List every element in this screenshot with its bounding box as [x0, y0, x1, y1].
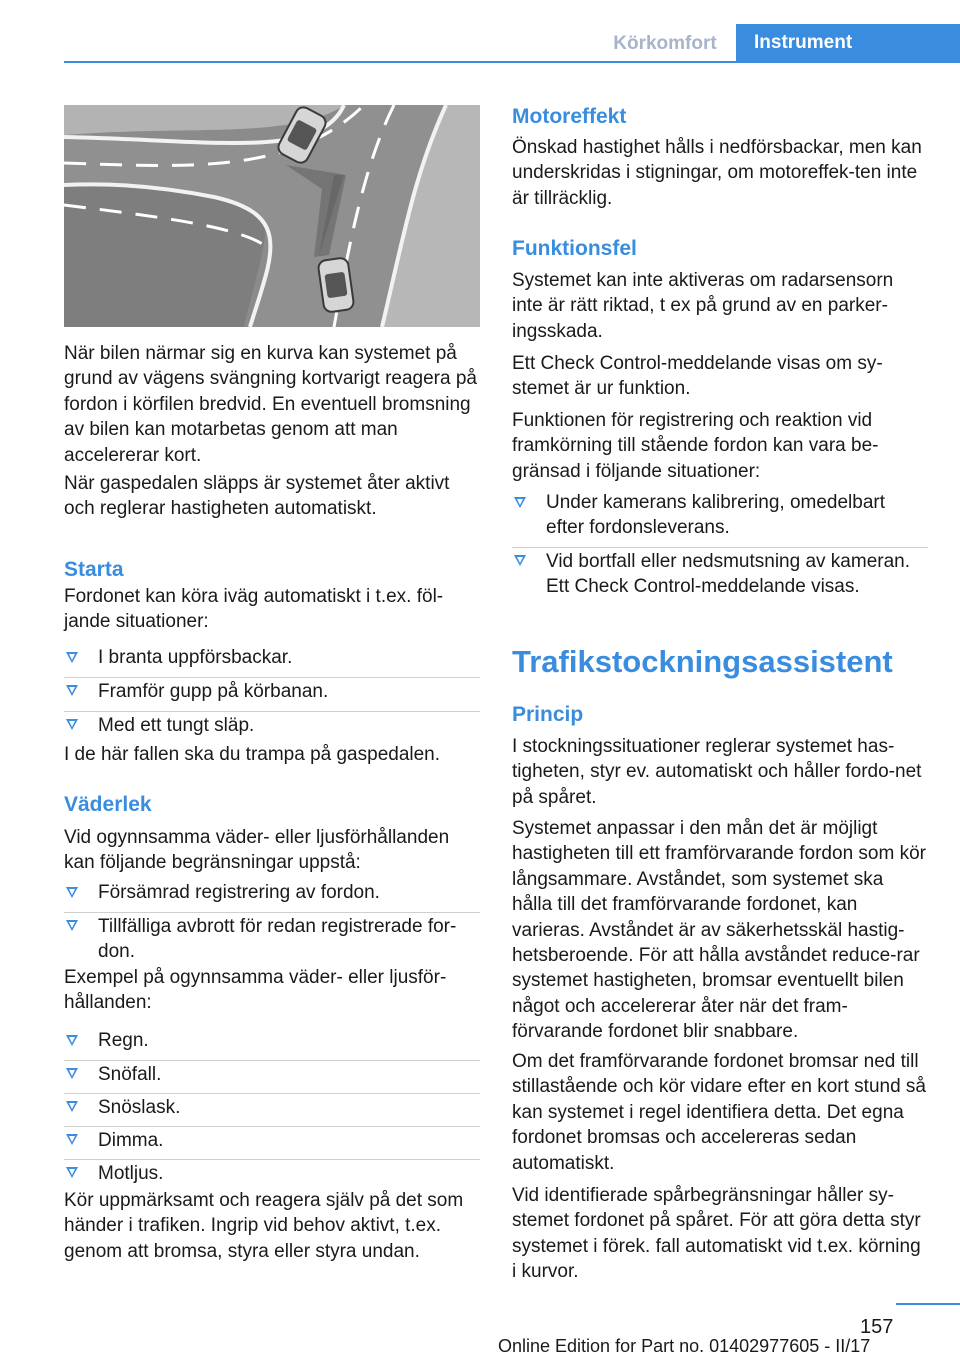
- bullet-triangle-icon: [66, 1134, 78, 1145]
- princip-paragraph-1: I stockningssituationer reglerar systemet has-tigheten, styr ev. automatiskt och håller fordo-net på spåret.: [512, 736, 922, 808]
- bullet-triangle-icon: [66, 719, 78, 730]
- starta-after-paragraph: I de här fallen ska du trampa på gaspedalen.: [64, 744, 441, 765]
- bullet-triangle-icon: [66, 1167, 78, 1178]
- vaderlek-paragraph: Vid ogynnsamma väder- eller ljusförhållanden kan följande begränsningar uppstå:: [64, 827, 450, 874]
- list-item-text: Under kamerans kalibrering, omedelbart efter fordonsleverans.: [546, 492, 885, 539]
- header-tab-korkomfort[interactable]: Körkomfort: [613, 33, 717, 54]
- princip-paragraph-3: Om det framförvarande fordonet bromsar ned till stillastående och kör vidare efter en kort stund så kan systemet i regel identifiera detta. Det egna fordonet bromsas och accelereras sedan automatiskt.: [512, 1051, 927, 1174]
- starta-list: [64, 645, 480, 745]
- list-item-text: Dimma.: [98, 1130, 164, 1151]
- funktionsfel-paragraph-3: Funktionen för registrering och reaktion vid framkörning till stående fordon kan vara be-gränsad i följande situationer:: [512, 410, 879, 482]
- list-item: [512, 548, 928, 600]
- list-item-text: Försämrad registrering av fordon.: [98, 882, 380, 903]
- heading-vaderlek: Väderlek: [64, 793, 152, 816]
- bullet-triangle-icon: [66, 652, 78, 663]
- list-item-text: Regn.: [98, 1030, 149, 1051]
- list-item-text: Framför gupp på körbanan.: [98, 681, 329, 702]
- motoreffekt-paragraph: Önskad hastighet hålls i nedförsbackar, men kan underskridas i stigningar, om motoreffek-ten inte är tillräcklig.: [512, 137, 922, 209]
- bullet-triangle-icon: [66, 685, 78, 696]
- list-item-text: I branta uppförsbackar.: [98, 647, 293, 668]
- list-item: [64, 1028, 480, 1060]
- footer-edition-text: Online Edition for Part no. 01402977605 - II/17: [498, 1336, 871, 1356]
- list-item-text: Motljus.: [98, 1163, 164, 1184]
- list-item: [512, 490, 928, 547]
- list-item: [64, 1127, 480, 1159]
- list-item: [64, 678, 480, 711]
- list-item: [64, 1094, 480, 1126]
- list-item: [64, 645, 480, 677]
- starta-paragraph: Fordonet kan köra iväg automatiskt i t.ex. föl-jande situationer:: [64, 586, 444, 633]
- vaderlek-paragraph-2: Exempel på ogynnsamma väder- eller ljusför-hållanden:: [64, 967, 447, 1014]
- funktionsfel-paragraph-2: Ett Check Control-meddelande visas om sy-stemet är ur funktion.: [512, 353, 883, 400]
- bullet-triangle-icon: [514, 555, 526, 566]
- vaderlek-list-2: [64, 1028, 480, 1192]
- heading-princip: Princip: [512, 703, 584, 726]
- bullet-triangle-icon: [66, 1068, 78, 1079]
- list-item: [64, 880, 480, 912]
- header-tab-instrument[interactable]: Instrument: [736, 24, 960, 62]
- curve-road-illustration: [64, 105, 480, 327]
- list-item: [64, 712, 480, 745]
- list-item-text: Med ett tungt släp.: [98, 715, 255, 736]
- bullet-triangle-icon: [66, 920, 78, 931]
- footer-rule: [896, 1303, 960, 1305]
- funktionsfel-paragraph-1: Systemet kan inte aktiveras om radarsensorn inte är rätt riktad, t ex på grund av en parker-ingsskada.: [512, 270, 894, 342]
- list-item-text: Vid bortfall eller nedsmutsning av kameran. Ett Check Control-meddelande visas.: [546, 551, 911, 598]
- princip-paragraph-2: Systemet anpassar i den mån det är möjligt hastigheten till ett framförvarande fordon som kör långsammare. Avståndet, som systemet ska hålla till det framförvarande fordonet, kan varieras. Avståndet är av säkerhetsskäl hastig-hetsberoende. För att hålla avståndet reduce-rar systemet hastigheten, bromsar eventuellt bilen något och accelererar åter när det fram-förvarande fordonet blir snabbare.: [512, 818, 926, 1043]
- funktionsfel-list: [512, 490, 928, 600]
- intro-paragraph-2: När gaspedalen släpps är systemet åter aktivt och reglerar hastigheten automatiskt.: [64, 473, 450, 520]
- bullet-triangle-icon: [66, 1101, 78, 1112]
- list-item: [64, 1061, 480, 1093]
- bullet-triangle-icon: [66, 887, 78, 898]
- heading-motoreffekt: Motoreffekt: [512, 105, 627, 128]
- heading-starta: Starta: [64, 558, 124, 581]
- bullet-triangle-icon: [514, 497, 526, 508]
- list-item-text: Tillfälliga avbrott för redan registrerade for-don.: [98, 916, 457, 963]
- list-item: [64, 913, 480, 965]
- vaderlek-list-1: [64, 880, 480, 965]
- header-rule: [64, 61, 960, 63]
- page-number: 157: [860, 1316, 894, 1338]
- intro-paragraph-1: När bilen närmar sig en kurva kan systemet på grund av vägens svängning kortvarigt reagera på fordon i körfilen bredvid. En eventuell bromsning av bilen kan motarbetas genom att man accelererar kort.: [64, 343, 477, 466]
- princip-paragraph-4: Vid identifierade spårbegränsningar håller sy-stemet fordonet på spåret. För att göra detta styr systemet i förek. fall automatiskt vid t.ex. körning i kurvor.: [512, 1185, 921, 1283]
- heading-funktionsfel: Funktionsfel: [512, 237, 637, 260]
- list-item-text: Snöfall.: [98, 1064, 162, 1085]
- bullet-triangle-icon: [66, 1035, 78, 1046]
- heading-trafikstockningsassistent: Trafikstockningsassistent: [512, 644, 893, 679]
- vaderlek-paragraph-3: Kör uppmärksamt och reagera själv på det som händer i trafiken. Ingrip vid behov aktivt, t.ex. genom att bromsa, styra eller styra undan.: [64, 1190, 464, 1262]
- list-item-text: Snöslask.: [98, 1097, 181, 1118]
